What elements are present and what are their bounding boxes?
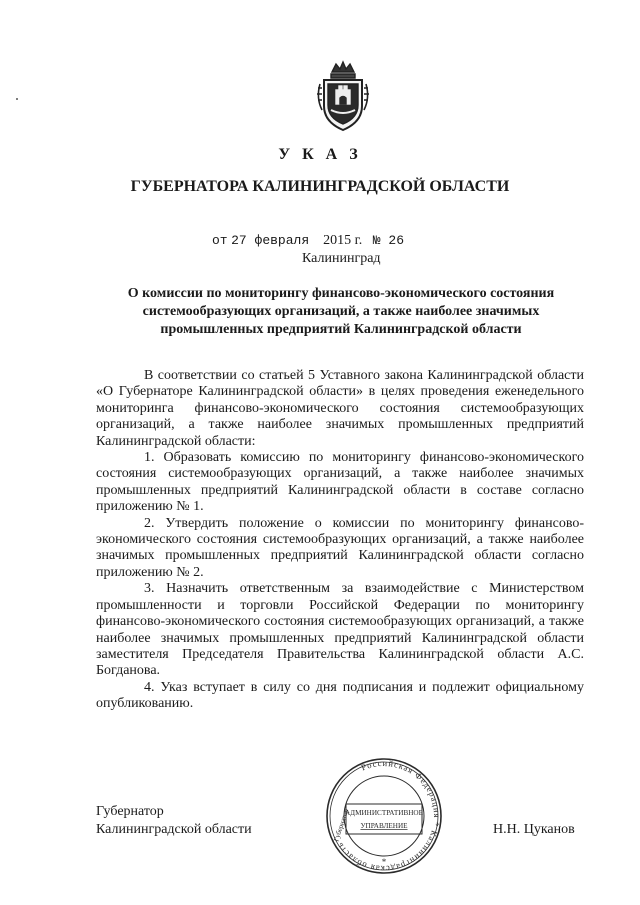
body-preamble: В соответствии со статьей 5 Уставного закона Калининградской области «О Губернаторе Калининградской области» в целях проведения еженедельного мониторинга финансово-экономического состояния системообразующих организаций, а также наиболее значимых промышленных предприятий Калининградской области: (96, 368, 584, 449)
decree-city: Калининград (302, 251, 381, 266)
official-seal-icon (325, 757, 443, 875)
body-item-4: 4. Указ вступает в силу со дня подписания и подлежит официальному опубликованию. (96, 679, 584, 712)
decree-title: У К А З (278, 146, 362, 163)
subject-line: промышленных предприятий Калининградской области (160, 322, 522, 337)
body-item-2: 2. Утвердить положение о комиссии по мониторингу финансово-экономического состояния системообразующих организаций, а также наиболее значимых промышленных предприятий Калининградской области согласно приложению № 2. (96, 515, 584, 580)
date-day-month: 27 февраля (231, 233, 310, 248)
signatory-name: Н.Н. Цуканов (493, 822, 575, 837)
subject-line: О комиссии по мониторингу финансово-экономического состояния (127, 286, 555, 301)
position-line: Губернатор (96, 804, 164, 819)
decree-issuer: ГУБЕРНАТОРА КАЛИНИНГРАДСКОЙ ОБЛАСТИ (130, 178, 510, 195)
seal-side-text: Губернатор (332, 807, 351, 843)
decree-subject (96, 285, 586, 339)
scan-speck (16, 98, 18, 100)
decree-number: № 26 (372, 233, 405, 248)
signatory-position (96, 803, 252, 839)
coat-of-arms-icon (312, 58, 374, 134)
seal-star-icon: * (381, 857, 387, 867)
subject-line: системообразующих организаций, а также наиболее значимых (142, 304, 540, 319)
date-year: 2015 г. (323, 233, 363, 248)
date-prefix: от (212, 233, 228, 248)
body-item-3: 3. Назначить ответственным за взаимодействие с Министерством промышленности и торговли Российской Федерации по мониторингу финансово-экономического состояния системообразующих организаций, а также наиболее значимых промышленных предприятий Калининградской области заместителя Председателя Правительства Калининградской области А.С. Богданова. (96, 581, 584, 679)
decree-date-line (212, 233, 404, 249)
position-line: Калининградской области (96, 822, 252, 837)
seal-center-line2: УПРАВЛЕНИЕ (360, 822, 408, 830)
seal-center-line1: АДМИНИСТРАТИВНОЕ (344, 809, 424, 817)
seal-outer-text: Российская Федерация * Калининградская область (334, 757, 443, 875)
body-item-1: 1. Образовать комиссию по мониторингу финансово-экономического состояния системообразующих организаций, а также наиболее значимых промышленных предприятий Калининградской области в составе согласно приложению № 1. (96, 450, 584, 515)
decree-body (96, 368, 584, 713)
